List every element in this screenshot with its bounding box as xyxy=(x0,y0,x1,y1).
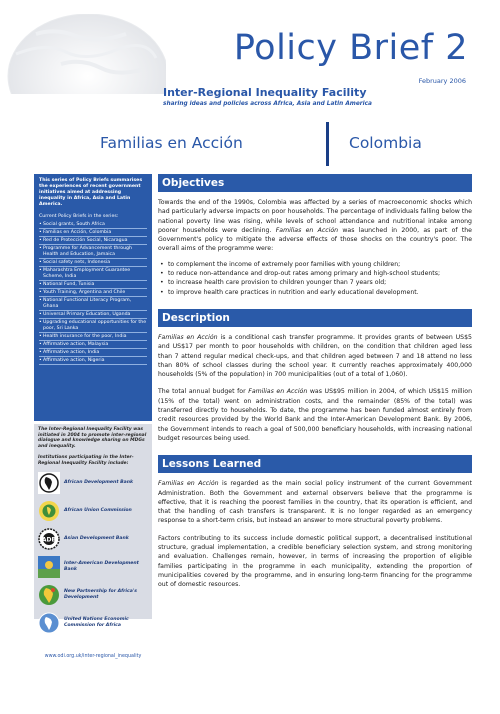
programme-name-inline: Familias en Acción xyxy=(158,333,218,341)
brief-list-item: • Programme for Advancement through Health and Education, Jamaica xyxy=(39,245,147,259)
brief-list xyxy=(39,221,147,365)
institutions-panel xyxy=(34,424,152,628)
globe-graphic xyxy=(6,14,166,94)
description-text: is a conditional cash transfer programme. It provides grants of between US$5 and US$17 per month to poor households with children, on the condition that children aged less than 7 attend regular medical check-ups, and that children aged between 7 and 18 attend no less than 80% of school classes during the school year. It currently reaches approximately 400,000 households (5% of the population) in 700 municipalities (out of a total of 1,060). xyxy=(158,333,472,379)
brief-list-item: • Health insurance for the poor, India xyxy=(39,333,147,341)
institution-idb xyxy=(38,555,148,578)
brief-list-item: • National Functional Literacy Program, Ghana xyxy=(39,297,147,311)
objectives-text: Towards the end of the 1990s, Colombia was affected by a series of macroeconomic shocks which had particularly adverse impacts on poor households. The percentage of individuals falling below the national poverty line was rising, while levels of school attendance and nutritional intake among poorer households were declining. xyxy=(158,199,472,234)
institution-afdb xyxy=(38,471,148,494)
nepad-logo-icon xyxy=(38,584,60,606)
publication-date: February 2006 xyxy=(418,77,466,85)
description-paragraph xyxy=(158,333,472,379)
objectives-text: was launched in 2000, as part of the Government's policy to mitigate the adverse effects of those shocks on the country's poor. The overall aims of the programme were: xyxy=(158,226,472,253)
programme-name-inline: Familias en Acción xyxy=(248,388,308,396)
institution-adb xyxy=(38,527,148,550)
svg-text:ADB: ADB xyxy=(41,536,57,544)
brief-list-item: • Upgrading educational opportunities for the poor, Sri Lanka xyxy=(39,319,147,333)
website-link[interactable]: www.odi.org.uk/inter-regional_inequality xyxy=(44,654,142,659)
institution-nepad xyxy=(38,583,148,606)
uneca-logo-icon xyxy=(38,612,60,634)
country-name: Colombia xyxy=(349,134,422,152)
brief-list-item: • Youth Training, Argentina and Chile xyxy=(39,289,147,297)
success-factors-paragraph: Factors contributing to its success include domestic political support, a decentralised institutional structure, gradual implementation, a credible beneficiary selection system, and strong monitoring and evaluation. Challenges remain, however, in terms of increasing the proportion of eligible families participating in the programme in each municipality, extending the proportion of municipalities covered by the programme, and in ensuring long-term financing for the programme out of domestic resources. xyxy=(158,534,472,589)
brief-list-item: • Familias en Acción, Colombia xyxy=(39,229,147,237)
brief-list-item: • Affirmative action, Malaysia xyxy=(39,341,147,349)
programme-name-inline: Familias en Acción xyxy=(275,226,339,234)
budget-paragraph xyxy=(158,387,472,443)
lessons-paragraph xyxy=(158,479,472,525)
institutions-heading: Institutions participating in the Inter-Regional Inequality Facility include: xyxy=(38,454,134,466)
main-content xyxy=(158,174,472,590)
page-title: Policy Brief 2 xyxy=(233,28,468,68)
institution-name: Inter-American Development Bank xyxy=(64,561,139,572)
brief-list-item: • Maharashtra Employment Guarantee Scheme, India xyxy=(39,267,147,281)
objective-item: • to reduce non-attendance and drop-out rates among primary and high-school students; xyxy=(158,269,472,278)
idb-logo-icon xyxy=(38,556,60,578)
brief-list-item: • Social safety nets, Indonesia xyxy=(39,259,147,267)
au-logo-icon xyxy=(38,500,60,522)
objectives-paragraph xyxy=(158,198,472,254)
facility-note: The Inter-Regional Inequality Facility was initiated in 2004 to promote inter-regional dialogue and knowledge sharing on MDGs and inequality. xyxy=(38,427,147,450)
objectives-list xyxy=(158,260,472,297)
brief-list-item: • Social grants, South Africa xyxy=(39,221,147,229)
objective-item: • to increase health care provision to children younger than 7 years old; xyxy=(158,278,472,287)
subject-banner xyxy=(0,118,500,170)
brief-list-item: • Affirmative action, Nigeria xyxy=(39,357,147,365)
section-heading-objectives: Objectives xyxy=(158,174,472,192)
adb-logo-icon xyxy=(38,528,60,550)
title-divider xyxy=(326,122,329,166)
facility-name: Inter-Regional Inequality Facility xyxy=(163,86,367,99)
brief-list-item: • Red de Protección Social, Nicaragua xyxy=(39,237,147,245)
facility-tagline: sharing ideas and policies across Africa, Asia and Latin America xyxy=(163,101,372,107)
series-intro: This series of Policy Briefs summarises the experiences of recent government initiatives aimed at addressing inequality in Africa, Asia and Latin America. xyxy=(39,178,143,207)
institution-name: United Nations Economic Commission for Africa xyxy=(64,617,129,628)
institution-uneca xyxy=(38,611,148,634)
sidebar xyxy=(34,174,152,694)
institution-name: New Partnership for Africa's Development xyxy=(64,589,137,600)
institution-name: African Development Bank xyxy=(64,479,134,485)
brief-list-item: • National Fund, Tunisia xyxy=(39,281,147,289)
lessons-text: is regarded as the main social policy instrument of the current Government Administration. Both the Government and external observers believe that the programme is effective, that it is reaching the poorest families in the country, that its operation is efficient, and that the handling of cash transfers is transparent. It is no longer regarded as an emergency response to a short-term crisis, but instead an answer to more structural poverty problems. xyxy=(158,480,472,525)
institution-name: African Union Commission xyxy=(64,507,132,513)
programme-name-inline: Familias en Acción xyxy=(158,480,219,488)
series-panel xyxy=(34,174,152,421)
section-heading-description: Description xyxy=(158,309,472,327)
objective-item: • to improve health care practices in nutrition and early educational development. xyxy=(158,288,472,297)
brief-list-item: • Universal Primary Education, Uganda xyxy=(39,311,147,319)
institution-au xyxy=(38,499,148,522)
series-list-heading: Current Policy Briefs in the series: xyxy=(39,214,119,219)
institution-name: Asian Development Bank xyxy=(64,535,129,541)
afdb-logo-icon xyxy=(38,472,60,494)
section-heading-lessons: Lessons Learned xyxy=(158,455,472,473)
budget-text: The total annual budget for xyxy=(158,388,249,396)
header xyxy=(0,0,500,107)
program-name: Familias en Acción xyxy=(100,134,243,152)
objective-item: • to complement the income of extremely poor families with young children; xyxy=(158,260,472,269)
budget-text: was US$95 million in 2004, of which US$15 million (15% of the total) went on administration costs, and the remainder (85% of the total) was transferred directly to households. To date, the programme has been funded almost entirely from credit resources provided by the World Bank and the Inter-American Development Bank. By 2006, the Government intends to reach a goal of 500,000 beneficiary households, with increasing national budget resources being used. xyxy=(158,388,472,442)
brief-list-item: • Affirmative action, India xyxy=(39,349,147,357)
